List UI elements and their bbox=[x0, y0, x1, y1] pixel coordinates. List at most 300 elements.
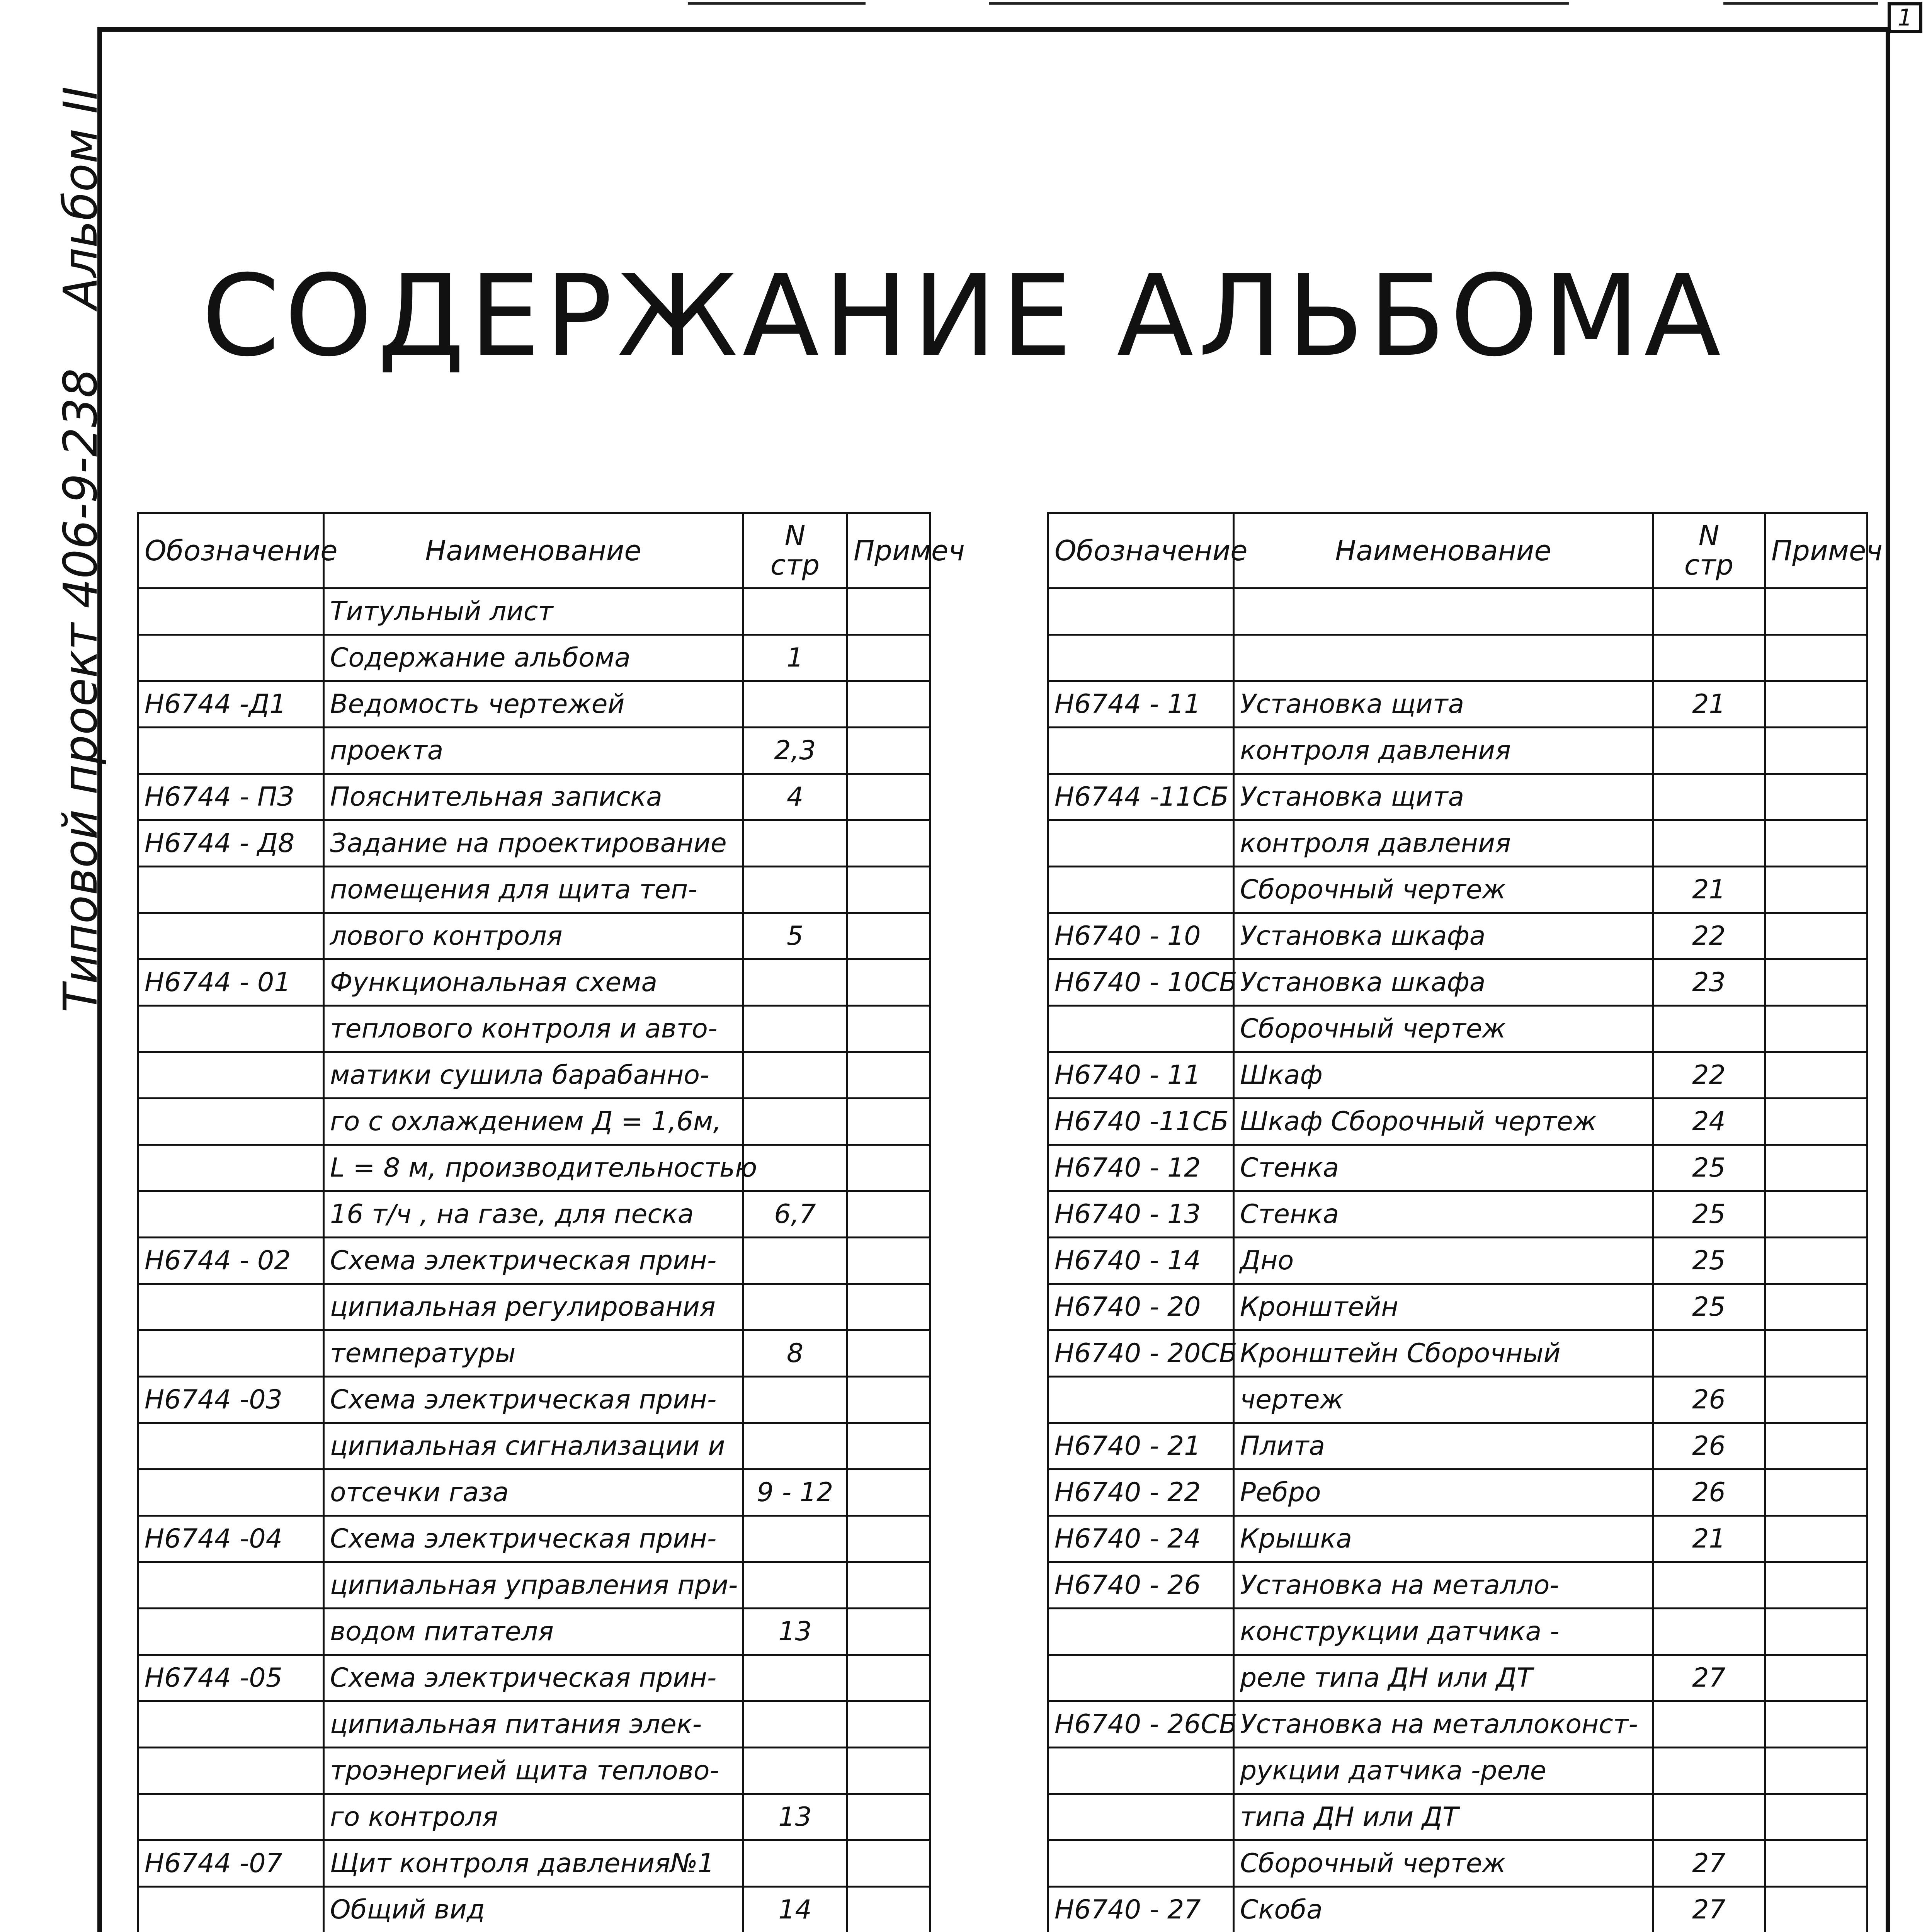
cell-note bbox=[847, 1330, 930, 1377]
cell-name: Функциональная схема bbox=[324, 959, 743, 1006]
table-row bbox=[1048, 1794, 1867, 1840]
cell-name: Сборочный чертеж bbox=[1234, 867, 1653, 913]
cell-note bbox=[1765, 1887, 1867, 1932]
cell-name: Стенка bbox=[1234, 1145, 1653, 1191]
top-edge-line bbox=[989, 2, 1569, 5]
table-row bbox=[1048, 1423, 1867, 1469]
album-label: Альбом II bbox=[54, 86, 108, 309]
cell-designation: Н6740 - 11 bbox=[1048, 1052, 1234, 1099]
cell-designation: Н6744 -07 bbox=[138, 1840, 324, 1887]
cell-designation bbox=[138, 1562, 324, 1609]
cell-page: 9 - 12 bbox=[743, 1469, 847, 1516]
cell-note bbox=[847, 635, 930, 681]
cell-name: ципиальная управления при- bbox=[324, 1562, 743, 1609]
table-row bbox=[138, 1423, 930, 1469]
table-row bbox=[138, 959, 930, 1006]
cell-page bbox=[743, 1516, 847, 1562]
cell-page: 26 bbox=[1653, 1423, 1765, 1469]
cell-name: Дно bbox=[1234, 1238, 1653, 1284]
cell-name: отсечки газа bbox=[324, 1469, 743, 1516]
header-name: Наименование bbox=[324, 513, 743, 588]
table-row bbox=[1048, 728, 1867, 774]
cell-name: Ребро bbox=[1234, 1469, 1653, 1516]
cell-note bbox=[1765, 588, 1867, 635]
cell-name: Скоба bbox=[1234, 1887, 1653, 1932]
cell-page bbox=[743, 1701, 847, 1748]
cell-designation bbox=[138, 1423, 324, 1469]
cell-designation: Н6740 - 27 bbox=[1048, 1887, 1234, 1932]
header-note: Примеч bbox=[1765, 513, 1867, 588]
cell-page: 27 bbox=[1653, 1887, 1765, 1932]
cell-note bbox=[1765, 1609, 1867, 1655]
cell-designation bbox=[138, 867, 324, 913]
cell-designation bbox=[1048, 1609, 1234, 1655]
sheet-number: 1 bbox=[1888, 2, 1922, 33]
cell-note bbox=[847, 820, 930, 867]
cell-note bbox=[1765, 635, 1867, 681]
cell-designation: Н6744 - Д8 bbox=[138, 820, 324, 867]
table-row bbox=[138, 1748, 930, 1794]
cell-page: 4 bbox=[743, 774, 847, 820]
cell-designation bbox=[138, 1006, 324, 1052]
cell-name: Установка шкафа bbox=[1234, 959, 1653, 1006]
cell-page bbox=[1653, 1330, 1765, 1377]
cell-note bbox=[1765, 1330, 1867, 1377]
cell-page: 21 bbox=[1653, 681, 1765, 728]
table-row bbox=[138, 1006, 930, 1052]
cell-designation: Н6740 - 13 bbox=[1048, 1191, 1234, 1238]
cell-page: 26 bbox=[1653, 1469, 1765, 1516]
table-row bbox=[138, 867, 930, 913]
cell-name: Схема электрическая прин- bbox=[324, 1516, 743, 1562]
table-row bbox=[1048, 1840, 1867, 1887]
cell-note bbox=[847, 1377, 930, 1423]
table-row bbox=[1048, 959, 1867, 1006]
table-row bbox=[138, 1145, 930, 1191]
table-row bbox=[1048, 1377, 1867, 1423]
table-row bbox=[138, 1377, 930, 1423]
table-row bbox=[1048, 1887, 1867, 1932]
table-row bbox=[138, 1516, 930, 1562]
cell-name: Установка щита bbox=[1234, 681, 1653, 728]
top-edge-line bbox=[1723, 2, 1878, 5]
cell-designation bbox=[1048, 1840, 1234, 1887]
cell-note bbox=[847, 1145, 930, 1191]
header-note: Примеч bbox=[847, 513, 930, 588]
cell-designation: Н6744 -04 bbox=[138, 1516, 324, 1562]
table-row bbox=[1048, 1609, 1867, 1655]
contents-table-left bbox=[137, 512, 965, 1932]
cell-note bbox=[847, 959, 930, 1006]
cell-note bbox=[1765, 1794, 1867, 1840]
table-row bbox=[1048, 1006, 1867, 1052]
cell-name: Пояснительная записка bbox=[324, 774, 743, 820]
cell-name bbox=[1234, 588, 1653, 635]
table-row bbox=[1048, 1562, 1867, 1609]
cell-name bbox=[1234, 635, 1653, 681]
table-row bbox=[138, 1284, 930, 1330]
cell-name: Установка щита bbox=[1234, 774, 1653, 820]
cell-name: проекта bbox=[324, 728, 743, 774]
cell-designation bbox=[138, 1469, 324, 1516]
table-row bbox=[138, 728, 930, 774]
cell-note bbox=[847, 1006, 930, 1052]
table-row bbox=[1048, 913, 1867, 959]
cell-note bbox=[1765, 1655, 1867, 1701]
header-designation: Обозначение bbox=[138, 513, 324, 588]
contents-table-right bbox=[1047, 512, 1883, 1932]
cell-designation: Н6744 - 01 bbox=[138, 959, 324, 1006]
cell-page bbox=[743, 1099, 847, 1145]
cell-designation: Н6740 - 14 bbox=[1048, 1238, 1234, 1284]
cell-note bbox=[847, 1099, 930, 1145]
cell-designation bbox=[138, 1887, 324, 1932]
cell-page: 25 bbox=[1653, 1238, 1765, 1284]
cell-designation bbox=[138, 728, 324, 774]
cell-name: рукции датчика -реле bbox=[1234, 1748, 1653, 1794]
cell-name: Задание на проектирование bbox=[324, 820, 743, 867]
cell-designation: Н6740 - 24 bbox=[1048, 1516, 1234, 1562]
cell-name: Шкаф Сборочный чертеж bbox=[1234, 1099, 1653, 1145]
table-row bbox=[138, 1099, 930, 1145]
cell-name: L = 8 м, производительностью bbox=[324, 1145, 743, 1191]
cell-name: Щит контроля давления№1 bbox=[324, 1840, 743, 1887]
cell-note bbox=[847, 1052, 930, 1099]
cell-name: Кронштейн bbox=[1234, 1284, 1653, 1330]
table-row bbox=[138, 1562, 930, 1609]
cell-name: троэнергией щита теплово- bbox=[324, 1748, 743, 1794]
cell-page: 22 bbox=[1653, 1052, 1765, 1099]
cell-name: 16 т/ч , на газе, для песка bbox=[324, 1191, 743, 1238]
cell-name: теплового контроля и авто- bbox=[324, 1006, 743, 1052]
cell-page bbox=[1653, 1748, 1765, 1794]
table-row bbox=[1048, 820, 1867, 867]
cell-note bbox=[1765, 774, 1867, 820]
cell-page: 13 bbox=[743, 1609, 847, 1655]
cell-designation bbox=[1048, 1794, 1234, 1840]
table-header-row bbox=[138, 513, 930, 588]
cell-note bbox=[847, 913, 930, 959]
cell-name: Схема электрическая прин- bbox=[324, 1238, 743, 1284]
cell-designation bbox=[138, 588, 324, 635]
table-row bbox=[138, 588, 930, 635]
cell-designation bbox=[138, 1701, 324, 1748]
cell-designation bbox=[138, 1145, 324, 1191]
cell-name: водом питателя bbox=[324, 1609, 743, 1655]
cell-page bbox=[1653, 1562, 1765, 1609]
table-row bbox=[138, 635, 930, 681]
cell-page: 27 bbox=[1653, 1840, 1765, 1887]
cell-designation: Н6740 - 22 bbox=[1048, 1469, 1234, 1516]
cell-designation bbox=[138, 913, 324, 959]
cell-page bbox=[743, 1655, 847, 1701]
table-row bbox=[1048, 1330, 1867, 1377]
cell-designation: Н6740 - 26СБ bbox=[1048, 1701, 1234, 1748]
cell-designation bbox=[138, 1794, 324, 1840]
cell-note bbox=[847, 588, 930, 635]
table-row bbox=[138, 1840, 930, 1887]
cell-designation bbox=[1048, 1006, 1234, 1052]
cell-note bbox=[847, 1794, 930, 1840]
cell-note bbox=[1765, 1701, 1867, 1748]
cell-page bbox=[743, 1840, 847, 1887]
table-row bbox=[1048, 1191, 1867, 1238]
cell-page bbox=[1653, 1006, 1765, 1052]
cell-page bbox=[1653, 1794, 1765, 1840]
cell-name: реле типа ДН или ДТ bbox=[1234, 1655, 1653, 1701]
cell-page bbox=[1653, 820, 1765, 867]
cell-name: Кронштейн Сборочный bbox=[1234, 1330, 1653, 1377]
cell-note bbox=[1765, 1469, 1867, 1516]
table-row bbox=[1048, 1516, 1867, 1562]
cell-designation: Н6740 - 21 bbox=[1048, 1423, 1234, 1469]
header-page: N стр bbox=[1653, 513, 1765, 588]
cell-page bbox=[1653, 774, 1765, 820]
cell-page bbox=[743, 588, 847, 635]
cell-page: 21 bbox=[1653, 867, 1765, 913]
cell-designation: Н6740 - 20СБ bbox=[1048, 1330, 1234, 1377]
cell-page bbox=[743, 681, 847, 728]
cell-designation bbox=[138, 1052, 324, 1099]
cell-name: контроля давления bbox=[1234, 820, 1653, 867]
cell-note bbox=[847, 1238, 930, 1284]
cell-note bbox=[1765, 1516, 1867, 1562]
cell-designation: Н6740 - 12 bbox=[1048, 1145, 1234, 1191]
cell-note bbox=[1765, 1052, 1867, 1099]
cell-page bbox=[743, 1052, 847, 1099]
table-row bbox=[138, 681, 930, 728]
cell-designation bbox=[1048, 820, 1234, 867]
table-row bbox=[1048, 774, 1867, 820]
table-row bbox=[138, 1191, 930, 1238]
cell-page: 22 bbox=[1653, 913, 1765, 959]
cell-note bbox=[1765, 681, 1867, 728]
header-designation: Обозначение bbox=[1048, 513, 1234, 588]
cell-page: 8 bbox=[743, 1330, 847, 1377]
cell-designation bbox=[138, 1191, 324, 1238]
cell-note bbox=[1765, 867, 1867, 913]
cell-designation: Н6740 - 10СБ bbox=[1048, 959, 1234, 1006]
cell-name: ципиальная питания элек- bbox=[324, 1701, 743, 1748]
cell-designation bbox=[1048, 867, 1234, 913]
cell-page bbox=[743, 1423, 847, 1469]
cell-name: типа ДН или ДТ bbox=[1234, 1794, 1653, 1840]
cell-note bbox=[1765, 1748, 1867, 1794]
cell-name: Стенка bbox=[1234, 1191, 1653, 1238]
cell-designation bbox=[1048, 588, 1234, 635]
table-row bbox=[138, 913, 930, 959]
cell-note bbox=[847, 681, 930, 728]
cell-note bbox=[1765, 913, 1867, 959]
cell-note bbox=[847, 867, 930, 913]
table-row bbox=[1048, 1701, 1867, 1748]
cell-page: 14 bbox=[743, 1887, 847, 1932]
cell-note bbox=[1765, 1423, 1867, 1469]
table-row bbox=[1048, 867, 1867, 913]
cell-designation bbox=[138, 1748, 324, 1794]
cell-designation bbox=[1048, 728, 1234, 774]
cell-name: го с охлаждением Д = 1,6м, bbox=[324, 1099, 743, 1145]
cell-page bbox=[1653, 728, 1765, 774]
cell-page bbox=[1653, 635, 1765, 681]
table-row bbox=[1048, 1469, 1867, 1516]
cell-designation bbox=[138, 1330, 324, 1377]
cell-name: чертеж bbox=[1234, 1377, 1653, 1423]
cell-name: ципиальная сигнализации и bbox=[324, 1423, 743, 1469]
cell-note bbox=[1765, 1840, 1867, 1887]
table-row bbox=[1048, 588, 1867, 635]
cell-page: 21 bbox=[1653, 1516, 1765, 1562]
cell-page: 27 bbox=[1653, 1655, 1765, 1701]
cell-note bbox=[1765, 1145, 1867, 1191]
cell-page bbox=[743, 867, 847, 913]
cell-page bbox=[1653, 1701, 1765, 1748]
cell-note bbox=[847, 1609, 930, 1655]
project-label: Типовой проект 406-9-238 bbox=[54, 368, 108, 1012]
cell-designation bbox=[138, 1099, 324, 1145]
cell-name: помещения для щита теп- bbox=[324, 867, 743, 913]
cell-name: Установка на металло- bbox=[1234, 1562, 1653, 1609]
table-row bbox=[1048, 681, 1867, 728]
cell-name: Общий вид bbox=[324, 1887, 743, 1932]
table-row bbox=[138, 1887, 930, 1932]
cell-designation: Н6744 -03 bbox=[138, 1377, 324, 1423]
table-row bbox=[1048, 1238, 1867, 1284]
cell-designation: Н6740 - 26 bbox=[1048, 1562, 1234, 1609]
cell-page bbox=[743, 1006, 847, 1052]
cell-designation bbox=[138, 1609, 324, 1655]
table-row bbox=[138, 1655, 930, 1701]
table-row bbox=[138, 1052, 930, 1099]
table-row bbox=[138, 1238, 930, 1284]
table-row bbox=[1048, 1099, 1867, 1145]
cell-note bbox=[1765, 1006, 1867, 1052]
cell-page bbox=[743, 820, 847, 867]
cell-note bbox=[847, 1748, 930, 1794]
cell-page bbox=[743, 1284, 847, 1330]
cell-designation bbox=[1048, 635, 1234, 681]
cell-name: Сборочный чертеж bbox=[1234, 1006, 1653, 1052]
cell-note bbox=[847, 1516, 930, 1562]
cell-name: температуры bbox=[324, 1330, 743, 1377]
cell-designation: Н6744 -Д1 bbox=[138, 681, 324, 728]
cell-note bbox=[847, 1562, 930, 1609]
cell-designation bbox=[138, 1284, 324, 1330]
cell-page: 23 bbox=[1653, 959, 1765, 1006]
cell-name: Сборочный чертеж bbox=[1234, 1840, 1653, 1887]
cell-designation: Н6740 - 20 bbox=[1048, 1284, 1234, 1330]
table-row bbox=[138, 1609, 930, 1655]
cell-note bbox=[847, 1840, 930, 1887]
cell-name: конструкции датчика - bbox=[1234, 1609, 1653, 1655]
cell-designation: Н6740 -11СБ bbox=[1048, 1099, 1234, 1145]
cell-page: 6,7 bbox=[743, 1191, 847, 1238]
header-page: N стр bbox=[743, 513, 847, 588]
cell-note bbox=[1765, 1377, 1867, 1423]
cell-name: Плита bbox=[1234, 1423, 1653, 1469]
table-row bbox=[1048, 635, 1867, 681]
table-row bbox=[1048, 1284, 1867, 1330]
top-edge-line bbox=[688, 2, 866, 5]
cell-name: Схема электрическая прин- bbox=[324, 1377, 743, 1423]
cell-page: 25 bbox=[1653, 1284, 1765, 1330]
cell-page: 24 bbox=[1653, 1099, 1765, 1145]
cell-designation bbox=[1048, 1748, 1234, 1794]
table-row bbox=[1048, 1655, 1867, 1701]
cell-note bbox=[847, 1655, 930, 1701]
cell-page: 1 bbox=[743, 635, 847, 681]
table-row bbox=[138, 774, 930, 820]
cell-note bbox=[847, 774, 930, 820]
cell-note bbox=[847, 1284, 930, 1330]
table-row bbox=[138, 820, 930, 867]
cell-page: 5 bbox=[743, 913, 847, 959]
cell-page: 25 bbox=[1653, 1191, 1765, 1238]
cell-note bbox=[1765, 1284, 1867, 1330]
cell-page: 25 bbox=[1653, 1145, 1765, 1191]
cell-name: контроля давления bbox=[1234, 728, 1653, 774]
cell-name: Титульный лист bbox=[324, 588, 743, 635]
cell-page bbox=[743, 1238, 847, 1284]
cell-page bbox=[1653, 1609, 1765, 1655]
cell-note bbox=[1765, 1562, 1867, 1609]
cell-note bbox=[1765, 1191, 1867, 1238]
cell-name: ципиальная регулирования bbox=[324, 1284, 743, 1330]
cell-name: матики сушила барабанно- bbox=[324, 1052, 743, 1099]
table-row bbox=[138, 1469, 930, 1516]
cell-designation: Н6744 -11СБ bbox=[1048, 774, 1234, 820]
cell-name: Ведомость чертежей bbox=[324, 681, 743, 728]
cell-page bbox=[743, 1377, 847, 1423]
table-row bbox=[138, 1701, 930, 1748]
cell-page bbox=[743, 1145, 847, 1191]
cell-name: Схема электрическая прин- bbox=[324, 1655, 743, 1701]
page-title: СОДЕРЖАНИЕ АЛЬБОМА bbox=[201, 251, 1726, 381]
header-name: Наименование bbox=[1234, 513, 1653, 588]
table-row bbox=[1048, 1748, 1867, 1794]
cell-note bbox=[847, 1701, 930, 1748]
cell-designation: Н6744 - 11 bbox=[1048, 681, 1234, 728]
cell-name: лового контроля bbox=[324, 913, 743, 959]
cell-note bbox=[1765, 820, 1867, 867]
cell-name: Установка шкафа bbox=[1234, 913, 1653, 959]
cell-designation bbox=[138, 635, 324, 681]
cell-name: Шкаф bbox=[1234, 1052, 1653, 1099]
cell-page bbox=[743, 959, 847, 1006]
table-row bbox=[138, 1794, 930, 1840]
cell-designation: Н6740 - 10 bbox=[1048, 913, 1234, 959]
cell-note bbox=[847, 1887, 930, 1932]
cell-name: Содержание альбома bbox=[324, 635, 743, 681]
cell-page bbox=[1653, 588, 1765, 635]
table-header-row bbox=[1048, 513, 1867, 588]
cell-page bbox=[743, 1748, 847, 1794]
cell-page: 26 bbox=[1653, 1377, 1765, 1423]
cell-note bbox=[847, 1423, 930, 1469]
cell-note bbox=[847, 728, 930, 774]
cell-designation: Н6744 - ПЗ bbox=[138, 774, 324, 820]
cell-note bbox=[1765, 728, 1867, 774]
cell-designation bbox=[1048, 1377, 1234, 1423]
cell-note bbox=[847, 1191, 930, 1238]
cell-page bbox=[743, 1562, 847, 1609]
cell-page: 2,3 bbox=[743, 728, 847, 774]
cell-page: 13 bbox=[743, 1794, 847, 1840]
table-row bbox=[1048, 1145, 1867, 1191]
cell-note bbox=[1765, 1099, 1867, 1145]
cell-note bbox=[847, 1469, 930, 1516]
cell-designation bbox=[1048, 1655, 1234, 1701]
